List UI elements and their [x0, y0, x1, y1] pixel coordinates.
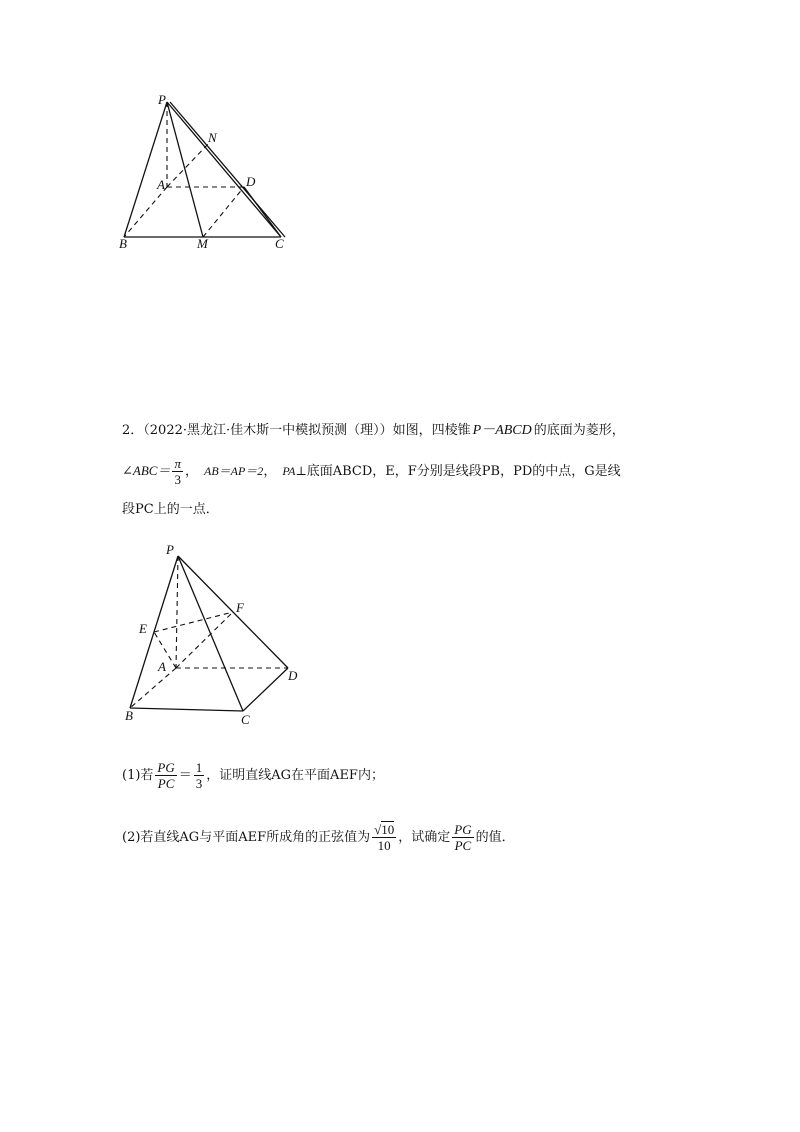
edge-PN-C — [170, 102, 285, 237]
q2-sine-value: $\frac{√10}{10}$ — [374, 822, 395, 853]
label-P: P — [158, 92, 166, 107]
label-C: C — [275, 236, 284, 251]
angle-fraction: $\frac{\pi}{3}$ — [174, 456, 181, 487]
edge-PB — [124, 102, 167, 237]
q2-prefix: (2)若直线AG与平面AEF所成角的正弦值为 — [122, 830, 371, 845]
label-A: A — [158, 659, 166, 674]
question-2 — [122, 820, 515, 856]
label-B: B — [125, 708, 133, 723]
edge-DC — [244, 187, 281, 237]
question-1 — [122, 758, 384, 794]
problem-intro-end: 的底面为菱形， — [533, 423, 625, 438]
q2-mid: ，试确定 — [398, 830, 451, 845]
pa-perp: PA⊥ — [282, 464, 307, 478]
figure-2-pyramid — [118, 538, 308, 738]
ab-ap-eq: AB＝AP＝2 — [203, 464, 264, 478]
edge-BC — [130, 708, 243, 711]
label-P: P — [166, 542, 174, 557]
q1-equals: ＝ — [178, 768, 192, 783]
problem-2-line-1 — [122, 421, 625, 441]
pyramid-name: P－ABCD — [472, 423, 532, 438]
label-D: D — [246, 174, 256, 189]
label-E: E — [139, 621, 147, 636]
label-F: F — [236, 600, 244, 615]
edge-EF — [154, 612, 233, 632]
q1-prefix: (1)若 — [122, 768, 154, 783]
sep-1: ， — [184, 464, 198, 479]
label-D: D — [288, 668, 298, 683]
label-M: M — [197, 236, 208, 251]
label-N: N — [208, 130, 217, 145]
edge-MD — [203, 187, 244, 237]
problem-line-3-text: 段PC上的一点． — [122, 502, 219, 517]
angle-abc: ∠ABC＝ — [122, 463, 171, 478]
problem-conditions: 底面ABCD，E，F分别是线段PB，PD的中点，G是线 — [306, 464, 621, 479]
edge-PA — [176, 556, 178, 668]
problem-2-line-2 — [122, 454, 621, 489]
q2-ratio: $\frac{PG}{PC}$ — [454, 822, 472, 853]
edge-AB — [124, 187, 167, 237]
edge-CD — [243, 668, 288, 711]
label-B: B — [119, 236, 127, 251]
edge-PC — [167, 102, 281, 237]
figure-1-pyramid — [110, 90, 310, 260]
sep-2: ， — [263, 464, 277, 479]
q1-ratio: $\frac{PG}{PC}$ — [157, 760, 175, 791]
problem-intro: 如图，四棱锥 — [392, 423, 471, 438]
label-C: C — [241, 712, 250, 727]
problem-source: （2022·黑龙江·佳木斯一中模拟预测（理）） — [143, 423, 393, 438]
q1-suffix: ，证明直线AG在平面AEF内； — [206, 768, 384, 783]
problem-number: 2． — [122, 423, 144, 438]
problem-2-line-3 — [122, 500, 219, 520]
q2-suffix: 的值． — [475, 830, 515, 845]
edge-PM — [167, 102, 203, 237]
q1-value: $\frac{1}{3}$ — [195, 760, 203, 791]
label-A: A — [157, 177, 165, 192]
